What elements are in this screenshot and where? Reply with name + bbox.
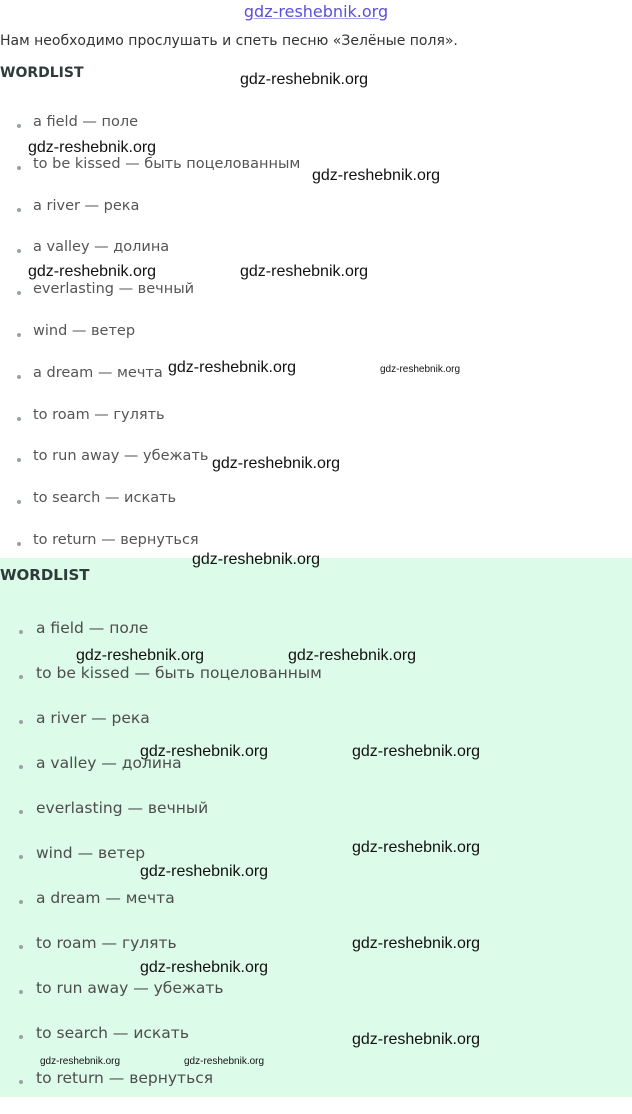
intro-text: Нам необходимо прослушать и спеть песню «Зелёные поля».	[0, 33, 458, 49]
wordlist-item: a field — поле	[0, 114, 300, 156]
watermark: gdz-reshebnik.org	[28, 263, 157, 280]
wordlist-item: to run away — убежать	[0, 448, 300, 490]
wordlist-item: a river — река	[0, 198, 300, 240]
wordlist-item: to return — вернуться	[0, 1069, 322, 1114]
wordlist-item: to search — искать	[0, 490, 300, 532]
wordlist-item: everlasting — вечный	[0, 799, 322, 844]
wordlist	[0, 114, 300, 574]
watermark: gdz-reshebnik.org	[380, 364, 461, 375]
watermark: gdz-reshebnik.org	[140, 959, 269, 976]
watermark: gdz-reshebnik.org	[212, 455, 341, 472]
wordlist-item: to run away — убежать	[0, 979, 322, 1024]
watermark: gdz-reshebnik.org	[352, 743, 481, 760]
site-header-link[interactable]: gdz-reshebnik.org	[243, 2, 389, 21]
wordlist-title: WORDLIST	[0, 65, 84, 81]
watermark: gdz-reshebnik.org	[312, 167, 441, 184]
watermark: gdz-reshebnik.org	[40, 1056, 121, 1067]
watermark: gdz-reshebnik.org	[184, 1056, 265, 1067]
wordlist-item: to be kissed — быть поцелованным	[0, 156, 300, 198]
watermark: gdz-reshebnik.org	[352, 1031, 481, 1048]
wordlist-item: to search — искать	[0, 1024, 322, 1069]
watermark: gdz-reshebnik.org	[140, 743, 269, 760]
wordlist-item: a dream — мечта	[0, 889, 322, 934]
watermark: gdz-reshebnik.org	[192, 551, 321, 568]
watermark: gdz-reshebnik.org	[168, 359, 297, 376]
wordlist-item: to roam — гулять	[0, 407, 300, 449]
wordlist-item: wind — ветер	[0, 323, 300, 365]
wordlist-item: a field — поле	[0, 619, 322, 664]
wordlist-item: to return — вернуться	[0, 532, 300, 574]
wordlist-item: a river — река	[0, 709, 322, 754]
watermark: gdz-reshebnik.org	[240, 263, 369, 280]
wordlist-item: everlasting — вечный	[0, 281, 300, 323]
wordlist-item: a valley — долина	[0, 754, 322, 799]
wordlist-item: to roam — гулять	[0, 934, 322, 979]
watermark: gdz-reshebnik.org	[76, 647, 205, 664]
watermark: gdz-reshebnik.org	[240, 71, 369, 88]
wordlist-item: to be kissed — быть поцелованным	[0, 664, 322, 709]
wordlist-item: a valley — долина	[0, 239, 300, 281]
watermark: gdz-reshebnik.org	[28, 139, 157, 156]
watermark: gdz-reshebnik.org	[352, 935, 481, 952]
watermark: gdz-reshebnik.org	[288, 647, 417, 664]
wordlist-item: a dream — мечта	[0, 365, 300, 407]
watermark: gdz-reshebnik.org	[140, 863, 269, 880]
wordlist-item: wind — ветер	[0, 844, 322, 889]
watermark: gdz-reshebnik.org	[352, 839, 481, 856]
wordlist-title: WORDLIST	[0, 566, 90, 584]
